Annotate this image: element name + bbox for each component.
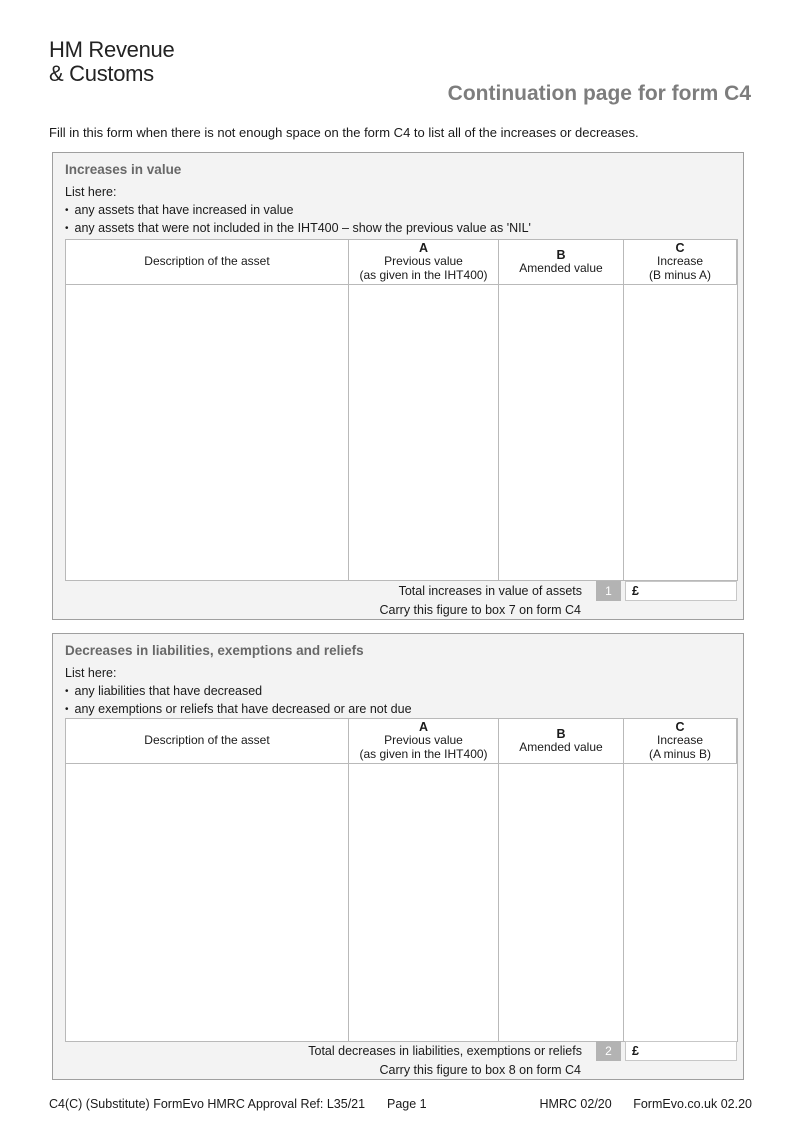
column-letter: A <box>418 241 429 255</box>
carry-note: Carry this figure to box 8 on form C4 <box>379 1063 581 1077</box>
footer-form-reference: C4(C) (Substitute) FormEvo HMRC Approval Ref: L35/21 <box>49 1097 366 1111</box>
column-header-amended-value <box>499 240 624 285</box>
footer-right-group <box>539 1097 752 1111</box>
previous-value-entry-cell[interactable] <box>349 764 499 1041</box>
bullet-item <box>65 202 531 220</box>
hmrc-logo-line1: HM Revenue <box>49 37 175 62</box>
section-heading: Increases in value <box>65 162 182 177</box>
total-increases-label: Total increases in value of assets <box>398 584 582 598</box>
bullet-icon: • <box>65 222 69 234</box>
total-decreases-amount-field[interactable] <box>625 1041 737 1061</box>
column-note: (B minus A) <box>648 267 711 282</box>
column-header-previous-value <box>349 719 499 764</box>
section-increases-in-value <box>52 152 744 620</box>
box-number-badge: 1 <box>596 581 621 601</box>
total-decreases-row <box>65 1041 737 1061</box>
column-title: Amended value <box>519 739 603 754</box>
bullet-text: any exemptions or reliefs that have decreased or are not due <box>74 701 412 716</box>
column-title: Amended value <box>519 260 603 275</box>
decreases-table <box>65 718 738 1042</box>
footer-page-number: Page 1 <box>387 1097 427 1111</box>
increase-entry-cell[interactable] <box>624 764 737 1041</box>
column-header-increase <box>624 240 737 285</box>
footer-formevo-version: FormEvo.co.uk 02.20 <box>633 1097 752 1111</box>
column-title: Increase <box>656 254 704 268</box>
column-title: Increase <box>656 733 704 747</box>
column-header-description <box>66 719 349 764</box>
description-entry-cell[interactable] <box>66 764 349 1041</box>
column-letter: B <box>556 726 566 741</box>
column-note: (as given in the IHT400) <box>359 746 488 761</box>
total-increases-amount-field[interactable] <box>625 581 737 601</box>
column-header-description <box>66 240 349 285</box>
increase-entry-cell[interactable] <box>624 285 737 580</box>
pound-symbol: £ <box>632 1044 639 1058</box>
description-entry-cell[interactable] <box>66 285 349 580</box>
bullet-item <box>65 701 412 719</box>
amended-value-entry-cell[interactable] <box>499 764 624 1041</box>
bullet-icon: • <box>65 205 69 216</box>
bullet-icon: • <box>65 703 69 715</box>
column-title: Previous value <box>384 254 463 268</box>
bullet-icon: • <box>65 686 69 697</box>
bullet-item <box>65 683 412 701</box>
total-increases-row <box>65 581 737 601</box>
bullet-text: any assets that have increased in value <box>74 203 294 217</box>
bullet-text: any liabilities that have decreased <box>74 684 263 698</box>
bullet-text: any assets that were not included in the IHT400 – show the previous value as 'NIL' <box>74 220 531 235</box>
hmrc-logo-line2: & Customs <box>49 61 154 86</box>
section-decreases-liabilities <box>52 633 744 1080</box>
column-header-amended-value <box>499 719 624 764</box>
column-title: Description of the asset <box>144 254 270 269</box>
column-title: Previous value <box>384 733 463 747</box>
bullet-item <box>65 220 531 238</box>
footer-hmrc-version: HMRC 02/20 <box>539 1097 612 1111</box>
previous-value-entry-cell[interactable] <box>349 285 499 580</box>
intro-text: Fill in this form when there is not enough space on the form C4 to list all of the increases or decreases. <box>49 125 639 140</box>
increases-table <box>65 239 738 581</box>
total-decreases-label: Total decreases in liabilities, exemptions or reliefs <box>308 1044 582 1058</box>
pound-symbol: £ <box>632 584 639 598</box>
column-note: (A minus B) <box>648 746 711 761</box>
carry-note: Carry this figure to box 7 on form C4 <box>379 603 581 617</box>
bullet-list <box>65 202 531 237</box>
amended-value-entry-cell[interactable] <box>499 285 624 580</box>
list-here-label: List here: <box>65 666 117 680</box>
column-header-previous-value <box>349 240 499 285</box>
section-heading: Decreases in liabilities, exemptions and reliefs <box>65 643 364 658</box>
list-here-label: List here: <box>65 185 117 199</box>
column-letter: B <box>556 247 566 262</box>
column-letter: C <box>675 720 685 734</box>
column-header-increase <box>624 719 737 764</box>
box-number-badge: 2 <box>596 1041 621 1061</box>
column-letter: C <box>675 241 685 255</box>
column-letter: A <box>418 720 429 734</box>
hmrc-logo <box>49 38 174 86</box>
page-title: Continuation page for form C4 <box>447 82 751 105</box>
column-title: Description of the asset <box>144 733 270 748</box>
column-note: (as given in the IHT400) <box>359 267 488 282</box>
bullet-list <box>65 683 412 718</box>
